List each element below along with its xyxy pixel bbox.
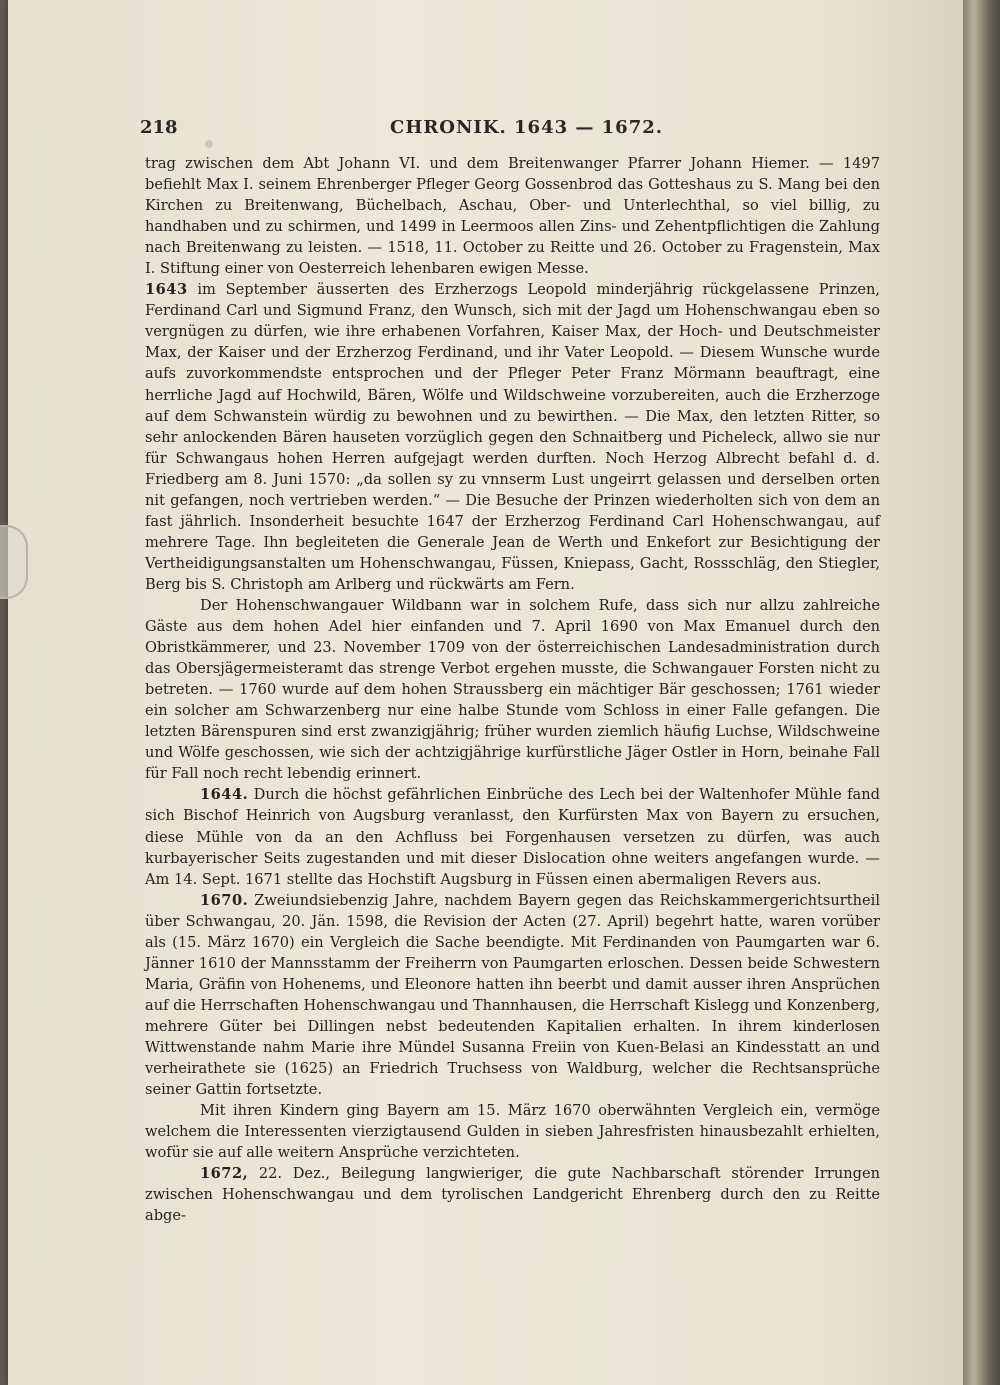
paragraph: trag zwischen dem Abt Johann VI. und dem Breitenwanger Pfarrer Johann Hiemer. — 1497 befiehlt Max I. seinem Ehrenberger Pfleger Georg Gossenbrod das Gotteshaus zu S. Mang bei den Kirchen zu Breitenwang, Büchelbach, Aschau, Ober- und Unterlechthal, so viel billig, zu handhaben und zu schirmen, und 1499 in Leermoos allen Zins- und Zehentpflichtigen die Zahlung nach Breitenwang zu leisten. — 1518, 11. October zu Reitte und 26. October zu Fragenstein, Max I. Stiftung einer von Oesterreich lehenbaren ewigen Messe.: [145, 155, 880, 278]
paragraph: 1670. Zweiundsiebenzig Jahre, nachdem Bayern gegen das Reichskammergerichtsurtheil über Schwangau, 20. Jän. 1598, die Revision der Acten (27. April) begehrt hatte, waren vorüber als (15. März 1670) ein Vergleich die Sache beendigte. Mit Ferdinanden von Paumgarten war 6. Jänner 1610 der Mannsstamm der Freiherrn von Paumgarten erloschen. Dessen beide Schwestern Maria, Gräfin von Hohenems, und Eleonore hatten ihn beerbt und damit ausser ihren Ansprüchen auf die Herrschaften Hohenschwangau und Thannhausen, die Herrschaft Kislegg und Konzenberg, mehrere Güter bei Dillingen nebst bedeutenden Kapitalien erhalten. In ihrem kinderlosen Wittwenstande nahm Marie ihre Mündel Susanna Freiin von Kuen-Belasi an Kindesstatt an und verheirathete sie (1625) an Friedrich Truchsess von Waldburg, welcher die Rechtsansprüche seiner Gattin fortsetzte.: [145, 891, 880, 1099]
body-text: [145, 153, 880, 1226]
year-heading: 1670.: [200, 891, 249, 909]
book-binding-edge: [963, 0, 1000, 1385]
paragraph: Der Hohenschwangauer Wildbann war in solchem Rufe, dass sich nur allzu zahlreiche Gäste aus dem hohen Adel hier einfanden und 7. April 1690 von Max Emanuel durch den Obristkämmerer, und 23. November 1709 von der österreichischen Landesadministration durch das Obersjägermeisteramt das strenge Verbot ergehen musste, die Schwangauer Forsten nicht zu betreten. — 1760 wurde auf dem hohen Straussberg ein mächtiger Bär geschossen; 1761 wieder ein solcher am Schwarzenberg nur eine halbe Stunde vom Schloss in einer Falle gefangen. Die letzten Bärenspuren sind erst zwanzigjährig; früher wurden ziemlich häufig Luchse, Wildschweine und Wölfe geschossen, wie sich der achtzigjährige kurfürstliche Jäger Ostler in Horn, beinahe Fall für Fall noch recht lebendig erinnert.: [145, 596, 880, 783]
running-head: CHRONIK. 1643 — 1672.: [390, 117, 664, 138]
paragraph: 1643 im September äusserten des Erzherzogs Leopold minderjährig rückgelassene Prinzen, Ferdinand Carl und Sigmund Franz, den Wunsch, sich mit der Jagd um Hohenschwangau eben so vergnügen zu dürfen, wie ihre erhabenen Vorfahren, Kaiser Max, der Hoch- und Deutschmeister Max, der Kaiser und der Erzherzog Ferdinand, und ihr Vater Leopold. — Diesem Wunsche wurde aufs zuvorkommendste entsprochen und der Pfleger Peter Franz Mörmann beauftragt, eine herrliche Jagd auf Hochwild, Bären, Wölfe und Wildschweine vorzubereiten, auch die Erzherzoge auf dem Schwanstein würdig zu bewohnen und zu bewirthen. — Die Max, den letzten Ritter, so sehr anlockenden Bären hauseten vorzüglich gegen den Schnaitberg und Picheleck, allwo sie nur für Schwangaus hohen Herren aufgejagt werden durften. Noch Herzog Albrecht befahl d. d. Friedberg am 8. Juni 1570: „da sollen sy zu vnnserm Lust ungeirrt gelassen und derselben orten nit gefangen, noch vertrieben werden.“ — Die Besuche der Prinzen wiederholten sich von dem an fast jährlich. Insonderheit besuchte 1647 der Erzherzog Ferdinand Carl Hohenschwangau, auf mehrere Tage. Ihn begleiteten die Generale Jean de Werth und Enkefort zur Besichtigung der Vertheidigungsanstalten um Hohenschwangau, Füssen, Kniepass, Gacht, Rossschläg, den Stiegler, Berg bis S. Christoph am Arlberg und rückwärts am Fern.: [145, 281, 880, 593]
page-header: [140, 117, 860, 147]
year-heading: 1672,: [200, 1165, 249, 1183]
page-number: 218: [140, 117, 178, 138]
year-heading: 1643: [145, 281, 188, 299]
page-clip: [0, 525, 28, 599]
year-heading: 1644.: [200, 786, 249, 804]
paragraph: 1644. Durch die höchst gefährlichen Einbrüche des Lech bei der Waltenhofer Mühle fand sich Bischof Heinrich von Augsburg veranlasst, den Kurfürsten Max von Bayern zu ersuchen, diese Mühle von da an den Achfluss bei Forgenhausen versetzen zu dürfen, was auch kurbayerischer Seits zugestanden und mit dieser Dislocation ohne weiters angefangen wurde. — Am 14. Sept. 1671 stellte das Hochstift Augsburg in Füssen einen abermaligen Revers aus.: [145, 786, 880, 888]
paragraph: Mit ihren Kindern ging Bayern am 15. März 1670 oberwähnten Vergleich ein, vermöge welchem die Interessenten vierzigtausend Gulden in sieben Jahresfristen hinausbezahlt erhielten, wofür sie auf alle weitern Ansprüche verzichteten.: [145, 1102, 880, 1162]
paragraph: 1672, 22. Dez., Beilegung langwieriger, die gute Nachbarschaft störender Irrungen zwischen Hohenschwangau und dem tyrolischen Landgericht Ehrenberg durch den zu Reitte abge-: [145, 1165, 880, 1225]
